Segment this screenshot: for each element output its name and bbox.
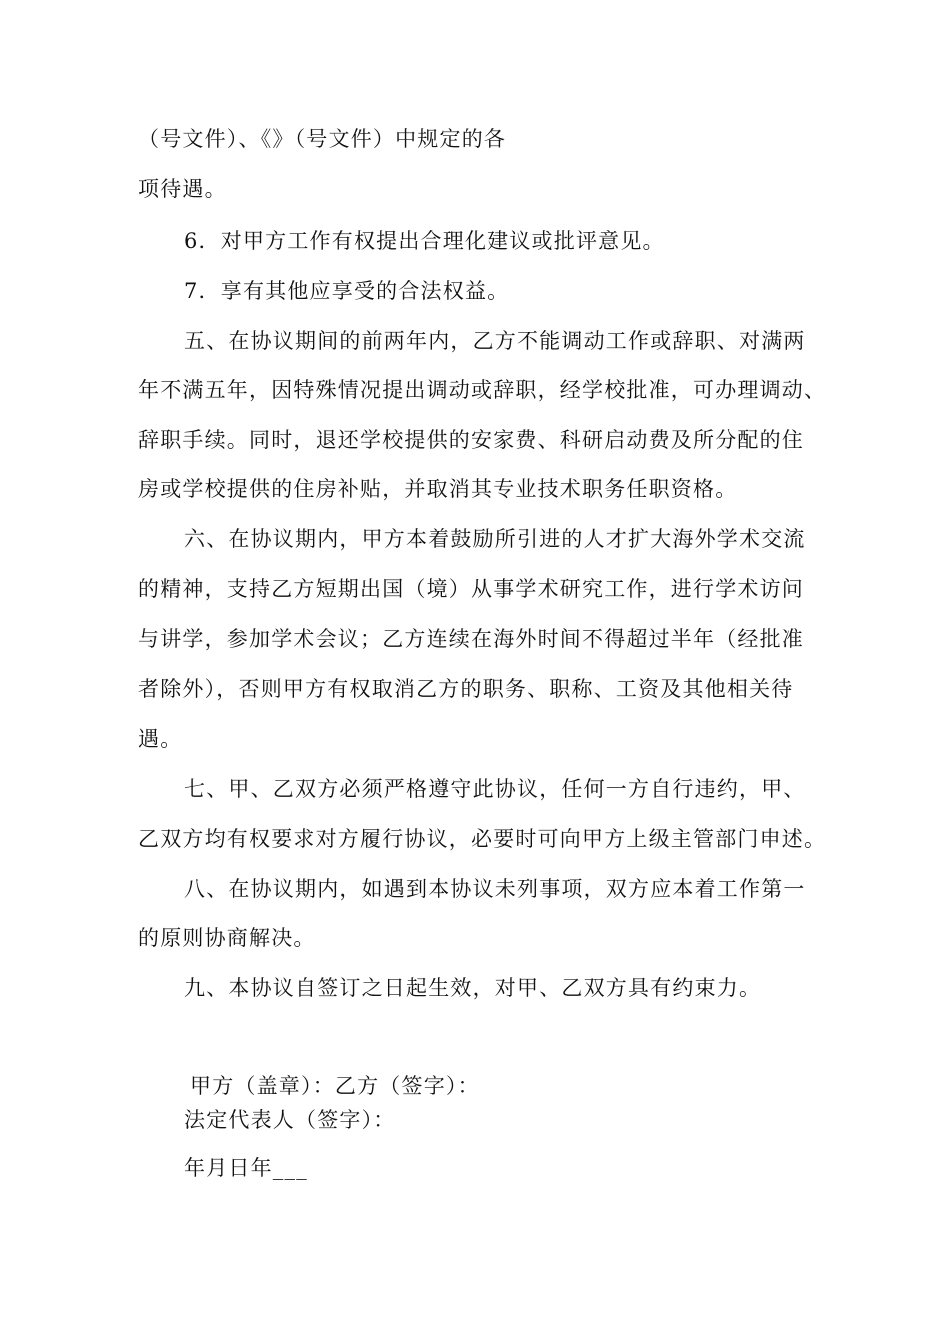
- paragraph-line: 项待遇。: [138, 177, 227, 201]
- paragraph-line: 八、在协议期内，如遇到本协议未列事项，双方应本着工作第一: [184, 877, 806, 901]
- paragraph-line: 辞职手续。同时，退还学校提供的安家费、科研启动费及所分配的住: [138, 428, 804, 452]
- paragraph-line: 者除外），否则甲方有权取消乙方的职务、职称、工资及其他相关待: [138, 677, 794, 701]
- paragraph-line: 遇。: [138, 727, 183, 751]
- paragraph-line: 与讲学，参加学术会议；乙方连续在海外时间不得超过半年（经批准: [138, 627, 804, 651]
- paragraph-line: 六、在协议期内，甲方本着鼓励所引进的人才扩大海外学术交流: [184, 527, 806, 551]
- paragraph-line: 五、在协议期间的前两年内，乙方不能调动工作或辞职、对满两: [184, 329, 806, 353]
- paragraph-line: 乙双方均有权要求对方履行协议，必要时可向甲方上级主管部门申述。: [138, 827, 827, 851]
- paragraph-line: 七、甲、乙双方必须严格遵守此协议，任何一方自行违约，甲、: [184, 777, 806, 801]
- paragraph-line: 九、本协议自签订之日起生效，对甲、乙双方具有约束力。: [184, 976, 762, 1000]
- paragraph-line: 年不满五年，因特殊情况提出调动或辞职，经学校批准，可办理调动、: [138, 378, 827, 402]
- signature-representative-line: 法定代表人（签字）：: [184, 1108, 396, 1132]
- paragraph-line: 的精神，支持乙方短期出国（境）从事学术研究工作，进行学术访问: [138, 577, 804, 601]
- paragraph-line: 的原则协商解决。: [138, 926, 316, 950]
- signature-party-line: 甲方（盖章）：乙方（签字）：: [190, 1074, 480, 1098]
- paragraph-line: 7．享有其他应享受的合法权益。: [184, 279, 510, 303]
- paragraph-line: 6．对甲方工作有权提出合理化建议或批评意见。: [184, 229, 665, 253]
- paragraph-line: （号文件）、《》（号文件）中规定的各: [138, 127, 507, 151]
- signature-date-line: 年月日年___: [184, 1156, 308, 1180]
- paragraph-line: 房或学校提供的住房补贴，并取消其专业技术职务任职资格。: [138, 477, 738, 501]
